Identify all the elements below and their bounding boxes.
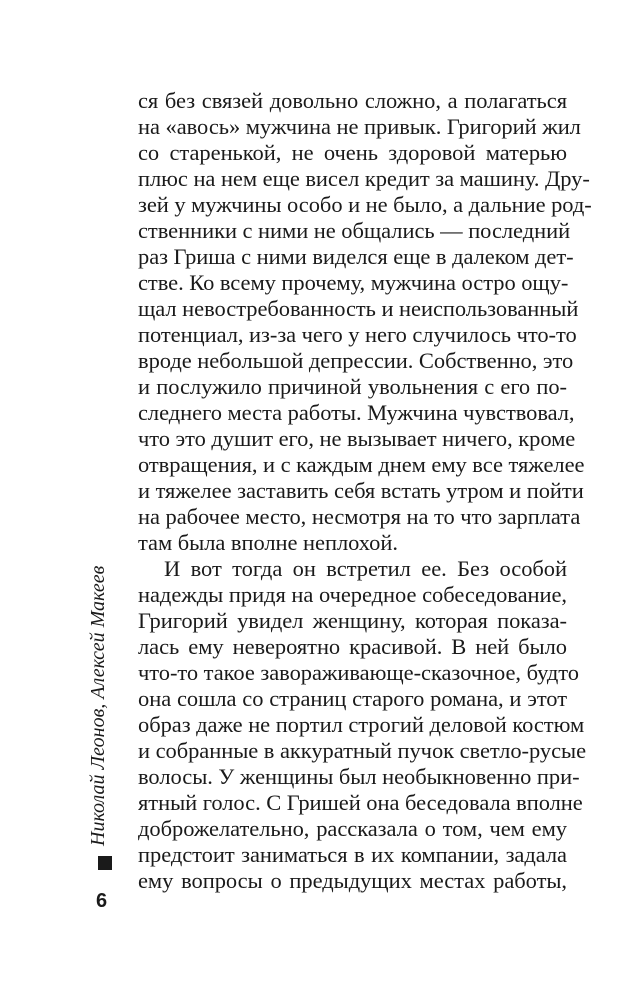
text-line: со старенькой, не очень здоровой матерью	[138, 140, 567, 165]
text-line: зей у мужчины особо и не было, а дальние род-	[138, 192, 592, 217]
text-line: она сошла со страниц старого романа, и этот	[138, 686, 567, 711]
text-line: надежды придя на очередное собеседование,	[138, 582, 567, 607]
text-line: стве. Ко всему прочему, мужчина остро ощу-	[138, 270, 569, 295]
text-line: ственники с ними не общались — последний	[138, 218, 571, 243]
text-line: на «авось» мужчина не привык. Григорий жил	[138, 114, 581, 139]
text-line: там была вполне неплохой.	[138, 530, 398, 555]
running-head-authors: Николай Леонов, Алексей Макеев	[87, 565, 109, 846]
text-line: отвращения, и с каждым днем ему все тяжелее	[138, 452, 585, 477]
text-line: и тяжелее заставить себя встать утром и пойти	[138, 478, 584, 503]
text-line: И вот тогда он встретил ее. Без особой	[164, 556, 567, 581]
text-line: образ даже не портил строгий деловой костюм	[138, 712, 585, 737]
text-line: доброжелательно, рассказала о том, чем ему	[138, 816, 567, 841]
page-number: 6	[96, 890, 108, 912]
text-line: ся без связей довольно сложно, а полагаться	[138, 88, 567, 113]
text-line: потенциал, из-за чего у него случилось что-то	[138, 322, 577, 347]
text-line: лась ему невероятно красивой. В ней было	[138, 634, 567, 659]
square-marker-icon	[98, 856, 112, 870]
text-line: щал невостребованность и неиспользованный	[138, 296, 579, 321]
text-line: и собранные в аккуратный пучок светло-русые	[138, 738, 587, 763]
text-line: вроде небольшой депрессии. Собственно, это	[138, 348, 574, 373]
text-line: ему вопросы о предыдущих местах работы,	[138, 868, 567, 893]
text-line: на рабочее место, несмотря на то что зарплата	[138, 504, 581, 529]
text-line: что это душит его, не вызывает ничего, кроме	[138, 426, 576, 451]
text-line: и послужило причиной увольнения с его по-	[138, 374, 567, 399]
text-line: предстоит заниматься в их компании, задала	[138, 842, 567, 867]
text-line: раз Гриша с ними виделся еще в далеком дет-	[138, 244, 574, 269]
text-line: что-то такое завораживающе-сказочное, будто	[138, 660, 579, 685]
text-line: ятный голос. С Гришей она беседовала вполне	[138, 790, 583, 815]
body-text	[138, 88, 592, 894]
text-line: волосы. У женщины был необыкновенно при-	[138, 764, 580, 789]
text-line: Григорий увидел женщину, которая показа-	[138, 608, 567, 633]
text-line: плюс на нем еще висел кредит за машину. Дру-	[138, 166, 590, 191]
text-line: следнего места работы. Мужчина чувствовал,	[138, 400, 575, 425]
